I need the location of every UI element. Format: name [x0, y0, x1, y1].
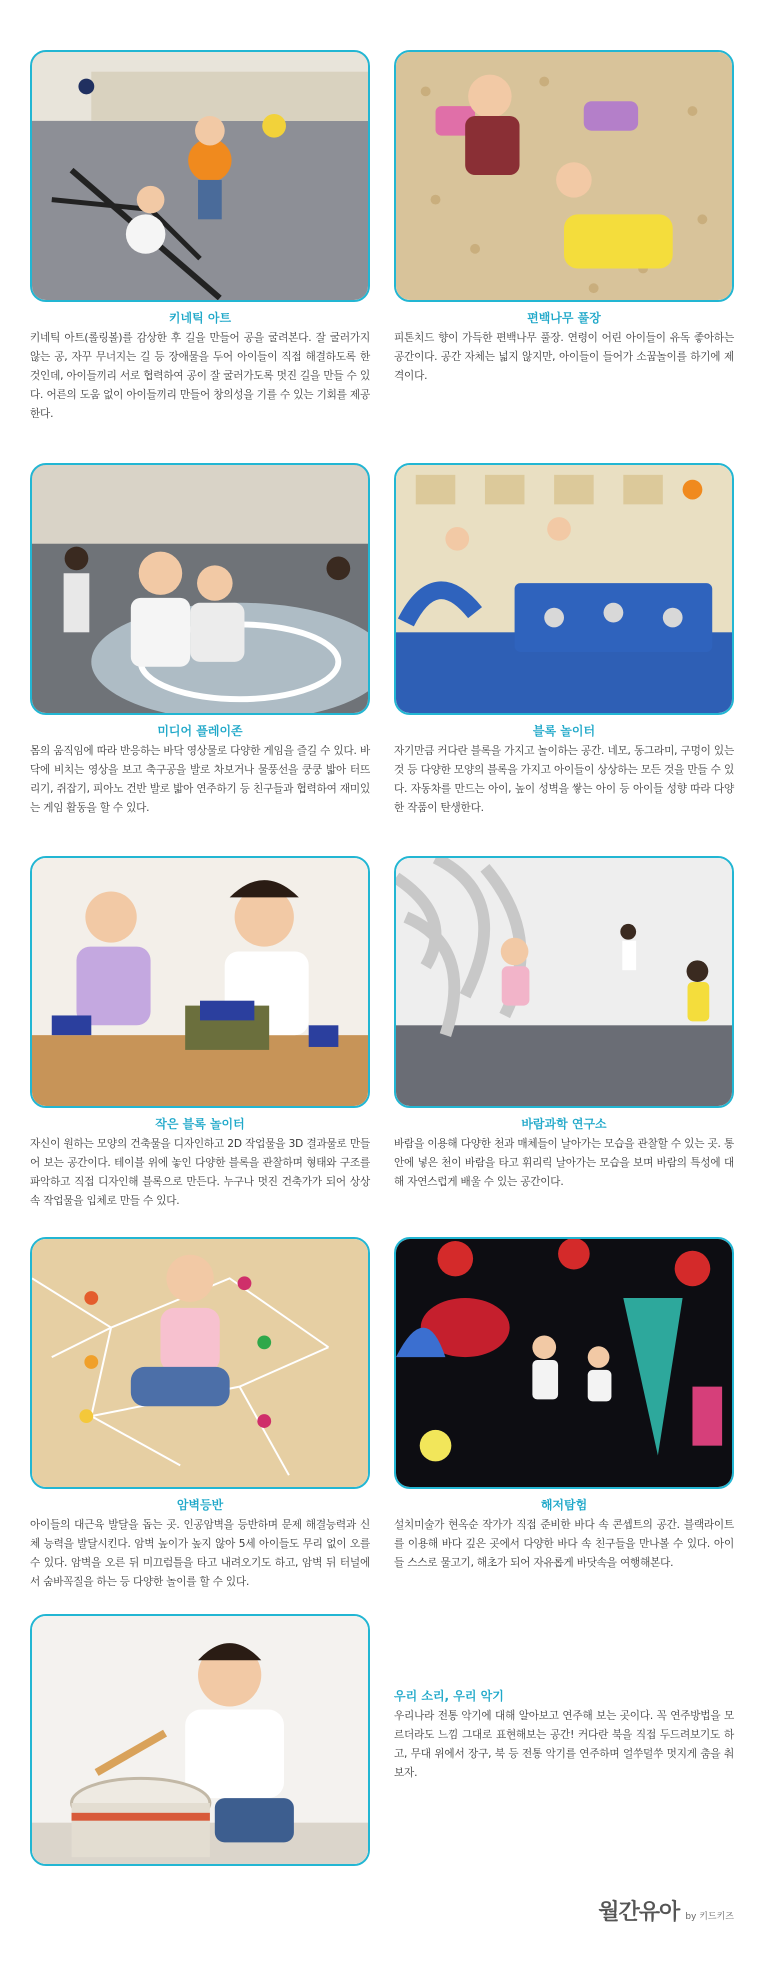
- card-media-playzone: [30, 463, 370, 818]
- photo-block-playground: [394, 463, 734, 715]
- photo-wind-science-lab: [394, 856, 734, 1108]
- card-description: 자신이 원하는 모양의 건축물을 디자인하고 2D 작업물을 3D 결과물로 만들어 보는 공간이다. 테이블 위에 놓인 다양한 블록을 관찰하며 형태와 구조를 파악하고 직접 디자인해 블록으로 만든다. 누구나 멋진 건축가가 되어 상상 속 작업물을 입체로 만들 수 있다.: [30, 1138, 370, 1207]
- card-small-block-playground: [30, 856, 370, 1211]
- card-description: 설치미술가 현옥순 작가가 직접 준비한 바다 속 콘셉트의 공간. 블랙라이트를 이용해 바다 깊은 곳에서 다양한 바다 속 친구들을 만나볼 수 있다. 아이들 스스로 물고기, 해초가 되어 자유롭게 바닷속을 여행해본다.: [394, 1519, 734, 1569]
- brand-footer: [598, 1895, 734, 1926]
- card-description: 몸의 움직임에 따라 반응하는 바닥 영상물로 다양한 게임을 즐길 수 있다. 바닥에 비치는 영상을 보고 축구공을 발로 차보거나 물풍선을 쿵쿵 밟아 터뜨리기, 쥐잡기, 피아노 건반 발로 밟아 연주하기 등 친구들과 협력하여 재미있는 게임 활동을 할 수 있다.: [30, 745, 370, 814]
- card-description: 키네틱 아트(롤링볼)를 감상한 후 길을 만들어 공을 굴려본다. 잘 굴러가지 않는 공, 자꾸 무너지는 길 등 장애물을 두어 아이들이 직접 해결하도록 한 것인데, 아이들끼리 서로 협력하여 공이 잘 굴러가도록 멋진 길을 만들 수 있다. 어른의 도움 없이 아이들끼리 만들어 창의성을 기를 수 있는 기회를 제공한다.: [30, 332, 370, 420]
- photo-rock-climbing: [30, 1237, 370, 1489]
- photo-korean-sound: [30, 1614, 370, 1866]
- photo-media-playzone: [30, 463, 370, 715]
- card-title: 바람과학 연구소: [521, 1117, 607, 1131]
- card-title: 미디어 플레이존: [157, 724, 243, 738]
- card-korean-sound-text: [394, 1688, 734, 1783]
- card-description: 자기만큼 커다란 블록을 가지고 놀이하는 공간. 네모, 동그라미, 구멍이 있는 것 등 다양한 모양의 블록을 가지고 아이들이 상상하는 모든 것을 만들 수 있다. 자동차를 만드는 아이, 높이 성벽을 쌓는 아이 등 아이들 성향 따라 다양한 작품이 탄생한다.: [394, 745, 734, 814]
- brand-byline: by 키드키즈: [685, 1912, 734, 1922]
- card-description: 우리나라 전통 악기에 대해 알아보고 연주해 보는 곳이다. 꼭 연주방법을 모르더라도 느낌 그대로 표현해보는 공간! 커다란 북을 직접 두드려보기도 하고, 무대 위에서 장구, 북 등 전통 악기를 연주하며 얼쑤덜쑤 멋지게 춤을 춰 보자.: [394, 1710, 734, 1779]
- card-cypress-pool: [394, 50, 734, 386]
- card-korean-sound: [30, 1614, 370, 1866]
- card-rock-climbing: [30, 1237, 370, 1592]
- card-description: 피톤치드 향이 가득한 편백나무 풀장. 연령이 어린 아이들이 유독 좋아하는 공간이다. 공간 자체는 넓지 않지만, 아이들이 들어가 소꿉놀이를 하기에 제격이다.: [394, 332, 734, 382]
- photo-kinetic-art: [30, 50, 370, 302]
- card-title: 우리 소리, 우리 악기: [394, 1689, 504, 1703]
- photo-small-block-playground: [30, 856, 370, 1108]
- card-undersea-exploration: [394, 1237, 734, 1573]
- card-wind-science-lab: [394, 856, 734, 1192]
- card-title: 해저탐험: [540, 1498, 588, 1512]
- card-title: 키네틱 아트: [168, 311, 232, 325]
- photo-cypress-pool: [394, 50, 734, 302]
- card-title: 블록 놀이터: [532, 724, 596, 738]
- card-title: 편백나무 풀장: [527, 311, 601, 325]
- card-description: 아이들의 대근육 발달을 돕는 곳. 인공암벽을 등반하며 문제 해결능력과 신체 능력을 발달시킨다. 암벽 높이가 높지 않아 5세 아이들도 무리 없이 오를 수 있다. 암벽을 오른 뒤 미끄럼틀을 타고 내려오기도 하고, 암벽 뒤 터널에서 숨바꼭질을 하는 등 다양한 놀이를 할 수 있다.: [30, 1519, 370, 1588]
- card-block-playground: [394, 463, 734, 818]
- card-title: 암벽등반: [176, 1498, 224, 1512]
- card-kinetic-art: [30, 50, 370, 424]
- photo-undersea-exploration: [394, 1237, 734, 1489]
- brand-logo: 월간유아: [598, 1900, 680, 1925]
- card-title: 작은 블록 놀이터: [155, 1117, 245, 1131]
- card-description: 바람을 이용해 다양한 천과 매체들이 날아가는 모습을 관찰할 수 있는 곳. 통 안에 넣은 천이 바람을 타고 휘리릭 날아가는 모습을 보며 바람의 특성에 대해 자연스럽게 배울 수 있는 공간이다.: [394, 1138, 734, 1188]
